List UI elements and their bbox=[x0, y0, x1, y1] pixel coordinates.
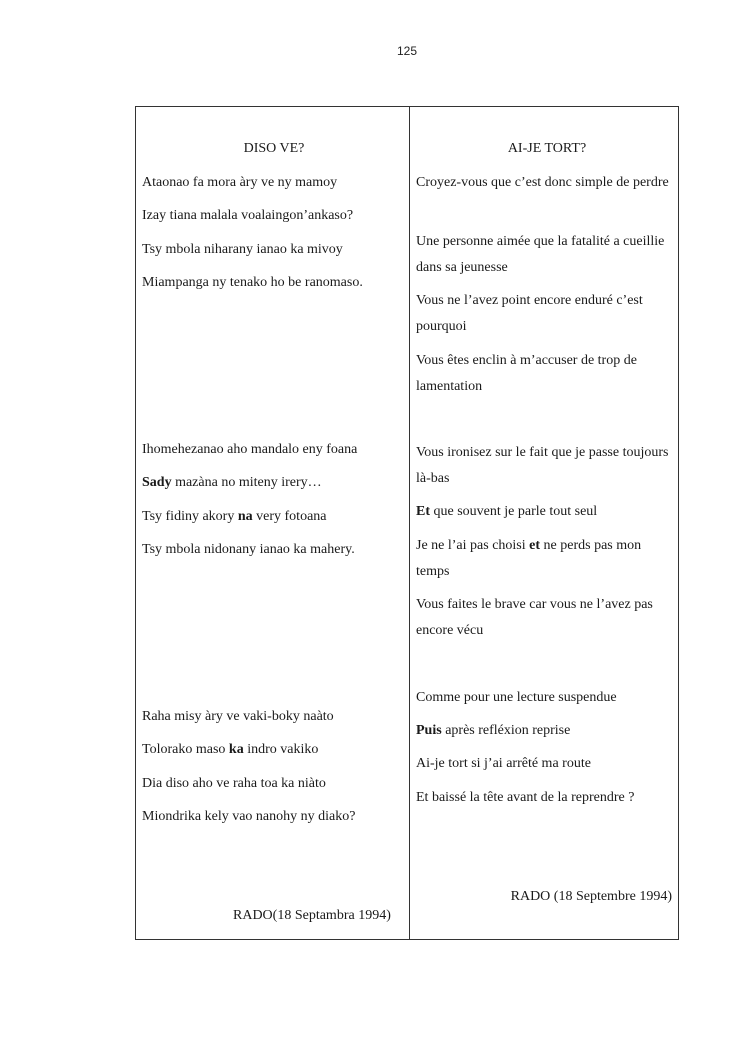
poem-line: Tsy mbola nidonany ianao ka mahery. bbox=[142, 542, 355, 557]
poem-line: Izay tiana malala voalaingon’ankaso? bbox=[142, 208, 354, 223]
poem-line: Raha misy àry ve vaki-boky naàto bbox=[142, 709, 334, 724]
poem-line: Ihomehezanao aho mandalo eny foana bbox=[142, 442, 358, 457]
poem-line: Vous ironisez sur le fait que je passe toujours là-bas bbox=[416, 445, 669, 486]
poem-line: Croyez-vous que c’est donc simple de perdre bbox=[416, 175, 669, 190]
poem-line: Dia diso aho ve raha toa ka niàto bbox=[142, 776, 326, 791]
poem-line: Tolorako maso ka indro vakiko bbox=[142, 742, 319, 757]
poem-line: Et baissé la tête avant de la reprendre ? bbox=[416, 790, 635, 805]
poem-title-french: AI-JE TORT? bbox=[507, 141, 587, 156]
poem-line: Et que souvent je parle tout seul bbox=[416, 504, 598, 519]
poem-line: Miampanga ny tenako ho be ranomaso. bbox=[142, 275, 363, 290]
page-number: 125 bbox=[396, 44, 418, 58]
poem-signature-french: RADO (18 Septembre 1994) bbox=[510, 889, 672, 904]
column-divider bbox=[409, 107, 410, 939]
poem-line: Tsy mbola niharany ianao ka mivoy bbox=[142, 242, 343, 257]
poem-line: Comme pour une lecture suspendue bbox=[416, 690, 617, 705]
poem-line: Miondrika kely vao nanohy ny diako? bbox=[142, 809, 356, 824]
poem-line: Sady mazàna no miteny irery… bbox=[142, 475, 322, 490]
poem-line: Vous êtes enclin à m’accuser de trop de lamentation bbox=[416, 353, 637, 394]
french-translation-column bbox=[416, 107, 678, 939]
poem-table bbox=[135, 106, 679, 940]
poem-line: Tsy fidiny akory na very fotoana bbox=[142, 509, 327, 524]
poem-line: Une personne aimée que la fatalité a cueillie dans sa jeunesse bbox=[416, 234, 665, 275]
poem-line: Ai-je tort si j’ai arrêté ma route bbox=[416, 756, 591, 771]
poem-signature-malagasy: RADO(18 Septambra 1994) bbox=[233, 908, 391, 923]
poem-title-malagasy: DISO VE? bbox=[243, 141, 305, 156]
poem-line: Vous ne l’avez point encore enduré c’est pourquoi bbox=[416, 293, 643, 334]
poem-line: Puis après refléxion reprise bbox=[416, 723, 571, 738]
malagasy-poem-column bbox=[142, 107, 406, 939]
poem-line: Je ne l’ai pas choisi et ne perds pas mon temps bbox=[416, 538, 642, 579]
poem-line: Vous faites le brave car vous ne l’avez pas encore vécu bbox=[416, 597, 653, 638]
poem-line: Ataonao fa mora àry ve ny mamoy bbox=[142, 175, 338, 190]
